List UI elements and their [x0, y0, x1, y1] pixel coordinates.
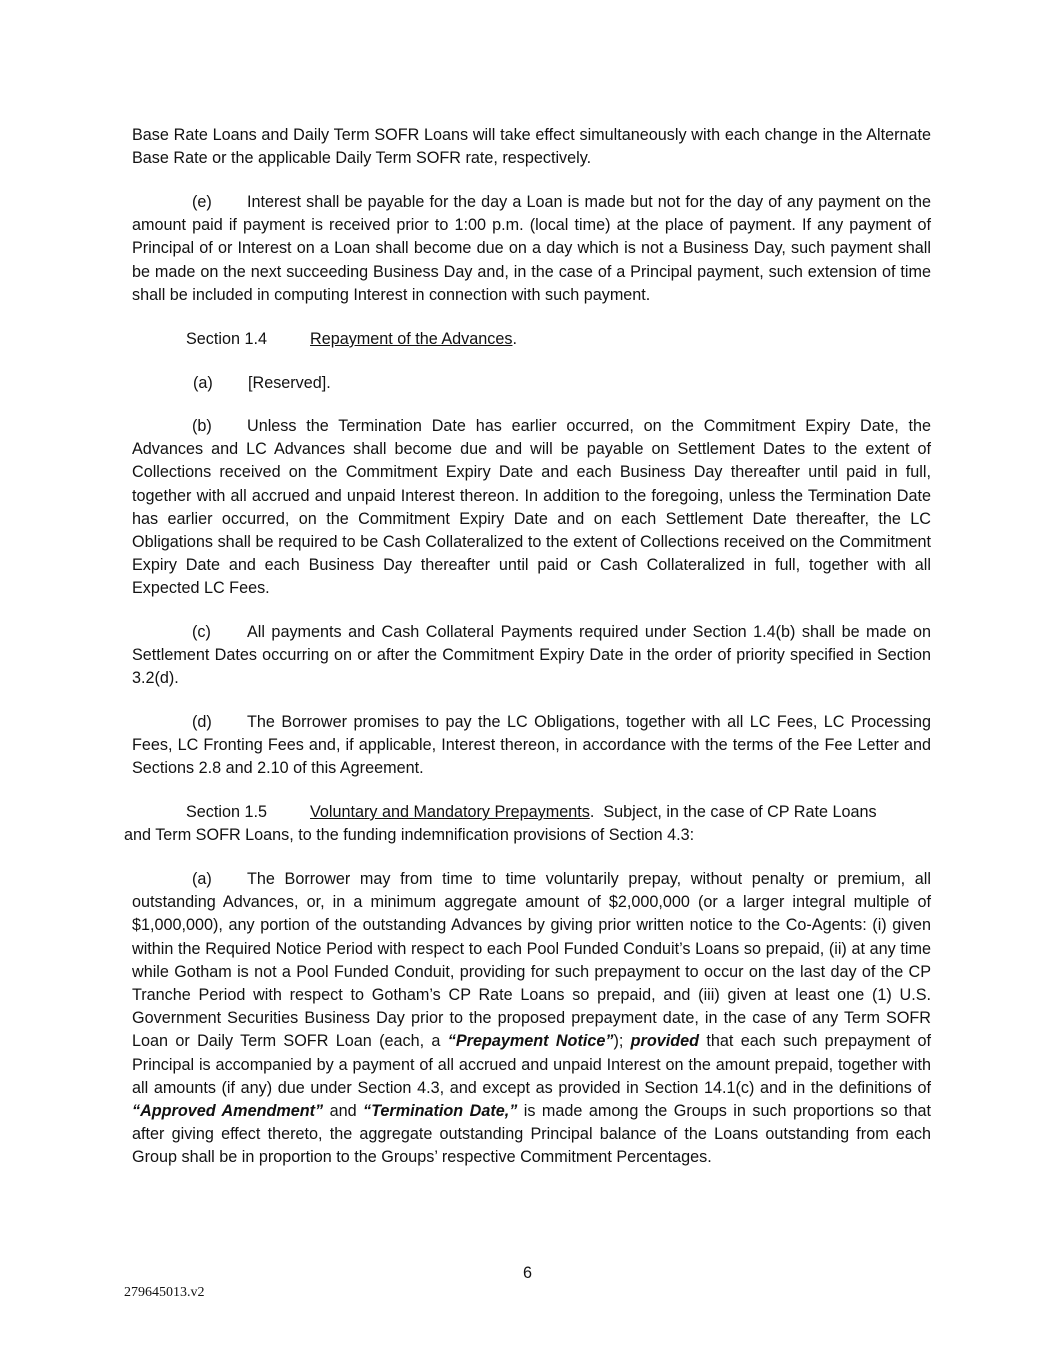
section-number: Section 1.5: [186, 803, 267, 821]
item-text: Unless the Termination Date has earlier occurred, on the Commitment Expiry Date, the Advances and LC Advances shall become due and will be payable on Settlement Dates to the extent of Collections received on the Commitment Expiry Date and each Business Day thereafter until paid in full, together with all accrued and unpaid Interest thereon. In addition to the foregoing, unless the Termination Date has earlier occurred, on the Commitment Expiry Date and on each Settlement Date thereafter, the LC Obligations shall be required to be Cash Collateralized to the extent of Collections received on the Commitment Expiry Date and each Business Day thereafter until paid or Cash Collateralized in full, together with all Expected LC Fees.: [132, 417, 931, 598]
defined-term-approved-amendment: “Approved Amendment”: [132, 1102, 324, 1121]
item-text: The Borrower promises to pay the LC Obligations, together with all LC Fees, LC Processing Fees, LC Fronting Fees and, if applicable, Interest thereon, in accordance with the terms of the Fee Letter and Sections 2.8 and 2.10 of this Agreement.: [132, 713, 931, 778]
section-number: Section 1.4: [186, 330, 267, 348]
section-title-end: .: [512, 330, 517, 348]
paragraph-d-lc-obligations: [132, 711, 931, 781]
section-title: Repayment of the Advances: [310, 330, 513, 348]
text-part: is made among the Groups in such proportions so that after giving effect thereto, the aggregate outstanding Principal balance of the Loans outstanding from each Group shall be in proportion to the Groups’ respective Commitment Percentages.: [132, 1102, 931, 1167]
paragraph-a-reserved: [193, 372, 331, 395]
item-text: All payments and Cash Collateral Payments required under Section 1.4(b) shall be made on Settlement Dates occurring on or after the Commitment Expiry Date in the order of priority specified in Section 3.2(d).: [132, 623, 931, 688]
section-intro: . Subject, in the case of CP Rate Loans: [589, 803, 877, 821]
text-part: The Borrower may from time to time voluntarily prepay, without penalty or premium, all outstanding Advances, or, in a minimum aggregate amount of $2,000,000 (or a larger integral multiple of $1,000,000), any portion of the outstanding Advances by giving prior written notice to the Co-Agents: (i) given within the Required Notice Period with respect to each Pool Funded Conduit’s Loans so prepaid, (ii) at any time while Gotham is not a Pool Funded Conduit, providing for such prepayment to occur on the last day of the CP Tranche Period with respect to Gotham’s CP Rate Loans so prepaid, and (iii) given at least one (1) U.S. Government Securities Business Day prior to the proposed prepayment date, in the case of any Term SOFR Loan or Daily Term SOFR Loan (each, a: [132, 870, 931, 1051]
item-label: (a): [192, 870, 212, 888]
paragraph-e-interest: [132, 191, 931, 307]
paragraph-a-voluntary-prepay: [132, 868, 931, 1170]
item-label: (c): [192, 623, 211, 641]
page-number: 6: [522, 1264, 532, 1282]
section-1-5-line1: [186, 801, 931, 824]
text-part: and: [323, 1102, 364, 1121]
text-part: that each such prepayment of Principal is accompanied by a payment of all accrued and unpaid Interest on the amount prepaid, together with all amounts (if any) due under Section 4.3, and except as provided in Section 14.1(c) and in the definitions of: [132, 1032, 932, 1097]
paragraph-rate-change: Base Rate Loans and Daily Term SOFR Loans will take effect simultaneously with each change in the Alternate Base Rate or the applicable Daily Term SOFR rate, respectively.: [132, 126, 931, 168]
section-title: Voluntary and Mandatory Prepayments: [310, 803, 590, 821]
item-label: (e): [192, 193, 212, 211]
paragraph-b-repayment: [132, 415, 931, 601]
section-1-4-heading: [186, 328, 517, 351]
item-text: [Reserved].: [248, 374, 331, 392]
defined-term-provided: provided: [630, 1032, 700, 1051]
paragraph-c-payments: [132, 621, 931, 691]
text-part: );: [613, 1032, 631, 1051]
section-1-5-line2: and Term SOFR Loans, to the funding indemnification provisions of Section 4.3:: [124, 826, 695, 844]
item-label: (a): [193, 374, 213, 392]
item-text: Interest shall be payable for the day a Loan is made but not for the day of any payment on the amount paid if payment is received prior to 1:00 p.m. (local time) at the place of payment. If any payment of Principal of or Interest on a Loan shall become due on a day which is not a Business Day, such payment shall be made on the next succeeding Business Day and, in the case of a Principal payment, such extension of time shall be included in computing Interest in connection with such payment.: [132, 193, 931, 304]
document-id: 279645013.v2: [124, 1285, 205, 1300]
item-label: (b): [192, 417, 212, 435]
defined-term-prepayment-notice: “Prepayment Notice”: [447, 1032, 614, 1051]
item-label: (d): [192, 713, 212, 731]
defined-term-termination-date: “Termination Date,”: [363, 1102, 518, 1121]
